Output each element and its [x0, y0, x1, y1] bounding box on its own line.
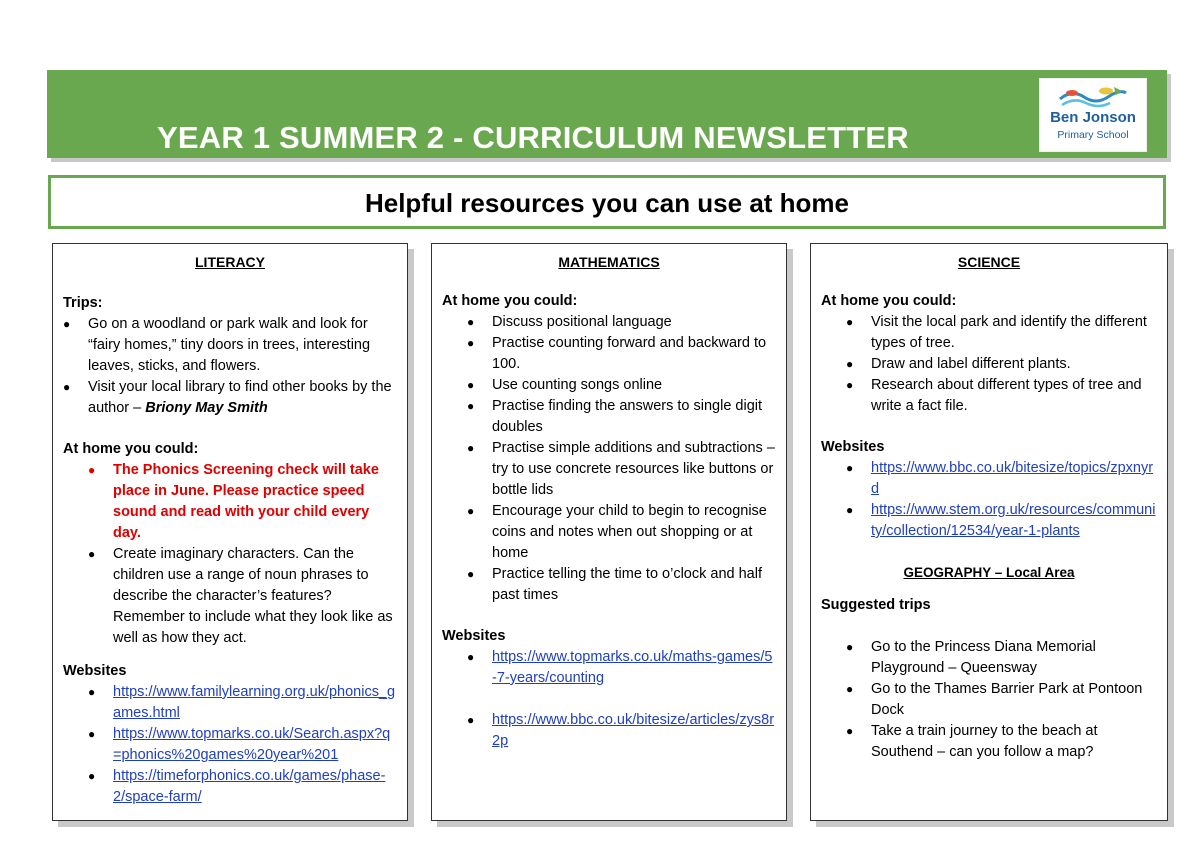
math-heading: MATHEMATICS [558, 254, 660, 270]
literacy-links-list [63, 682, 397, 808]
page-subtitle: Helpful resources you can use at home [364, 188, 850, 218]
school-logo [1039, 78, 1147, 152]
suggested-trips-label: Suggested trips [821, 597, 931, 613]
geography-trips-list [821, 637, 1157, 763]
literacy-trips-label: Trips: [63, 295, 103, 311]
bbc-bitesize-science-link[interactable]: https://www.bbc.co.uk/bitesize/topics/zpxnyrd [871, 460, 1154, 497]
list-item: ● Practice telling the time to o’clock and half past times [467, 566, 762, 603]
math-links-list [442, 647, 776, 752]
literacy-trips-list [63, 314, 397, 419]
phonics-notice: ● The Phonics Screening check will take place in June. Please practice speed sound and read with your child every day. [88, 462, 379, 541]
math-home-list [442, 312, 776, 606]
logo-school-name: Ben Jonson [1050, 109, 1136, 126]
science-home-label: At home you could: [821, 293, 957, 309]
list-item: ● https://www.bbc.co.uk/bitesize/topics/zpxnyrd [846, 460, 1154, 497]
literacy-column [52, 243, 408, 821]
list-item: ● Go to the Princess Diana Memorial Playground – Queensway [846, 639, 1096, 676]
list-item: ● Practise counting forward and backward to 100. [467, 335, 767, 372]
literacy-heading: LITERACY [195, 254, 265, 270]
literacy-websites-label: Websites [63, 663, 127, 679]
topmarks-phonics-link[interactable]: https://www.topmarks.co.uk/Search.aspx?q=phonics%20games%20year%201 [113, 726, 391, 763]
list-item: ● Practise simple additions and subtractions – try to use concrete resources like buttons or bottle lids [467, 440, 775, 498]
list-item: ● https://www.topmarks.co.uk/maths-games/5-7-years/counting [467, 649, 773, 686]
list-item: ● https://timeforphonics.co.uk/games/phase-2/space-farm/ [88, 768, 386, 805]
timeforphonics-link[interactable]: https://timeforphonics.co.uk/games/phase-2/space-farm/ [113, 768, 386, 805]
science-column [810, 243, 1168, 821]
list-item: ● Create imaginary characters. Can the children use a range of noun phrases to describe the character’s features? Remember to include what they look like as well as how they act. [88, 546, 393, 646]
science-websites-label: Websites [821, 439, 885, 455]
science-links-list [821, 458, 1157, 542]
newsletter-title: YEAR 1 SUMMER 2 - CURRICULUM NEWSLETTER [157, 120, 909, 155]
science-heading: SCIENCE [957, 254, 1021, 270]
literacy-home-label: At home you could: [63, 441, 199, 457]
math-websites-label: Websites [442, 628, 506, 644]
math-home-label: At home you could: [442, 293, 578, 309]
author-name: Briony May Smith [145, 400, 268, 416]
list-item: ● Visit the local park and identify the different types of tree. [846, 314, 1147, 351]
bbc-bitesize-maths-link[interactable]: https://www.bbc.co.uk/bitesize/articles/zys8r2p [492, 712, 775, 749]
list-item: ● Draw and label different plants. [846, 356, 1071, 372]
list-item: ● Discuss positional language [467, 314, 672, 330]
list-item: ● https://www.stem.org.uk/resources/community/collection/12534/year-1-plants [846, 502, 1156, 539]
literacy-home-list [63, 460, 397, 649]
science-home-list [821, 312, 1157, 417]
header-banner [47, 70, 1167, 158]
list-item: ● Use counting songs online [467, 377, 663, 393]
list-item: ● Encourage your child to begin to recognise coins and notes when out shopping or at home [467, 503, 767, 561]
list-item: ● Go on a woodland or park walk and look for “fairy homes,” tiny doors in trees, interesting leaves, sticks, and flowers. [63, 316, 371, 374]
list-item: ● Practise finding the answers to single digit doubles [467, 398, 763, 435]
list-item: ● Research about different types of tree and write a fact file. [846, 377, 1142, 414]
list-item: ● https://www.topmarks.co.uk/Search.aspx?q=phonics%20games%20year%201 [88, 726, 391, 763]
stem-plants-link[interactable]: https://www.stem.org.uk/resources/community/collection/12534/year-1-plants [871, 502, 1156, 539]
list-item: ● Take a train journey to the beach at Southend – can you follow a map? [846, 723, 1098, 760]
list-item: ● https://www.bbc.co.uk/bitesize/articles/zys8r2p [467, 712, 775, 749]
topmarks-maths-link[interactable]: https://www.topmarks.co.uk/maths-games/5-7-years/counting [492, 649, 773, 686]
list-item: ● Visit your local library to find other books by the author – Briony May Smith [63, 379, 392, 416]
mathematics-column [431, 243, 787, 821]
wave-logo-icon [1058, 85, 1128, 109]
logo-school-subtitle: Primary School [1057, 129, 1129, 141]
familylearning-link[interactable]: https://www.familylearning.org.uk/phonics_games.html [113, 684, 396, 721]
subtitle-box [48, 175, 1166, 229]
list-item: ● Go to the Thames Barrier Park at Pontoon Dock [846, 681, 1143, 718]
list-item: ● https://www.familylearning.org.uk/phonics_games.html [88, 684, 396, 721]
geography-heading: GEOGRAPHY – Local Area [903, 565, 1075, 580]
